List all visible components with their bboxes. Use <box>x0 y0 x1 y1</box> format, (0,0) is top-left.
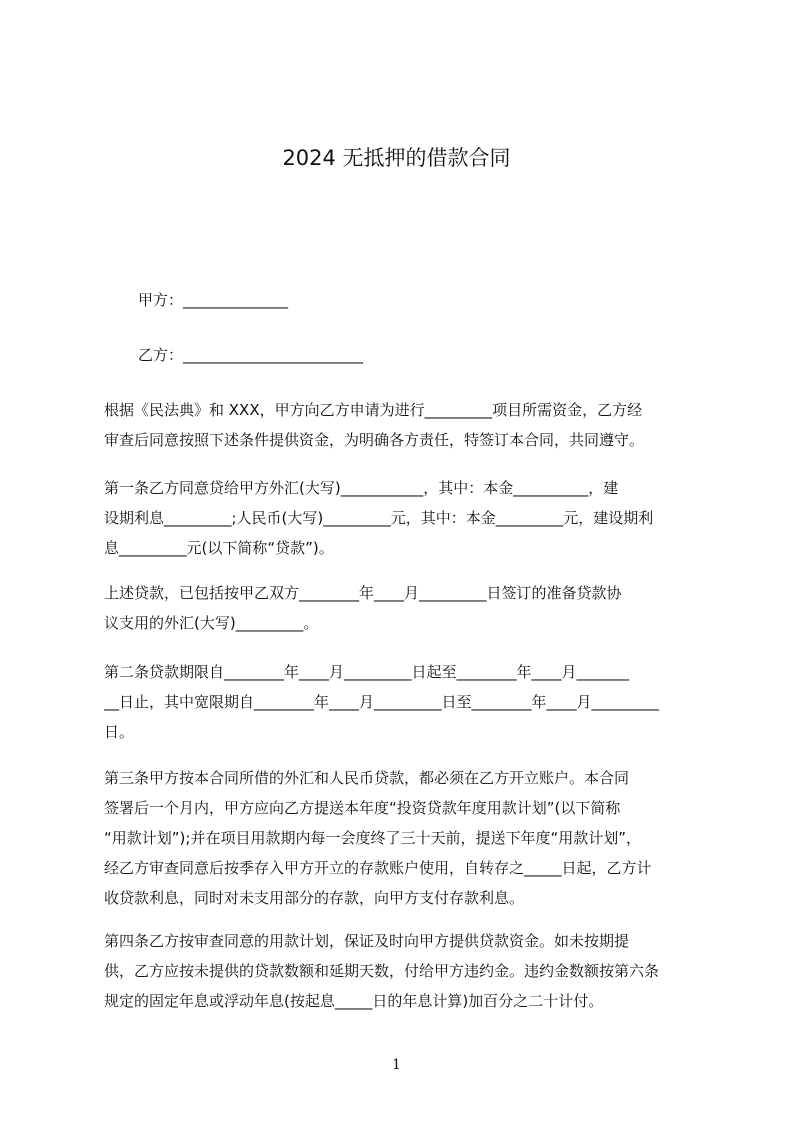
paragraph-line: 日。 <box>104 723 135 741</box>
article-3-paragraph <box>104 763 704 913</box>
document-title: 2024 无抵押的借款合同 <box>282 146 511 170</box>
paragraph-line: 第一条乙方同意贷给甲方外汇(大写)___________，其中：本金__________，建 <box>104 479 619 497</box>
article-2-paragraph <box>104 657 704 747</box>
paragraph-line: 第四条乙方按审查同意的用款计划，保证及时向甲方提供贷款资金。如未按期提 <box>104 932 630 950</box>
article-4-paragraph <box>104 926 704 1016</box>
party-a-line: 甲方：______________ <box>138 291 289 309</box>
paragraph-line: 供，乙方应按未提供的贷款数额和延期天数，付给甲方违约金。违约金数额按第六条 <box>104 962 660 980</box>
paragraph-line: “用款计划”);并在项目用款期内每一会度终了三十天前，提送下年度“用款计划”， <box>104 829 641 847</box>
loan-note-paragraph <box>104 578 704 638</box>
paragraph-line: 经乙方审查同意后按季存入甲方开立的存款账户使用，自转存之_____日起，乙方计 <box>104 859 652 877</box>
paragraph-line: 设期利息_________;人民币(大写)_________元，其中：本金_________元，建设期利 <box>104 509 654 527</box>
page-number: 1 <box>392 1057 401 1073</box>
paragraph-line: 第三条甲方按本合同所借的外汇和人民币贷款，都必须在乙方开立账户。本合同 <box>104 769 630 787</box>
paragraph-line: 议支用的外汇(大写)_________。 <box>104 614 319 632</box>
paragraph-line: 收贷款利息，同时对未支用部分的存款，向甲方支付存款利息。 <box>104 889 525 907</box>
paragraph-line: __日止，其中宽限期自________年____月_________日至________年____月_________ <box>104 693 660 711</box>
paragraph-line: 第二条贷款期限自________年____月_________日起至________年____月_______ <box>104 663 630 681</box>
paragraph-line: 签署后一个月内，甲方应向乙方提送本年度“投资贷款年度用款计划”(以下简称 <box>104 799 621 817</box>
preamble-paragraph <box>104 395 704 455</box>
paragraph-line: 根据《民法典》和 XXX，甲方向乙方申请为进行_________项目所需资金，乙方经 <box>104 401 643 419</box>
paragraph-line: 上述贷款，已包括按甲乙双方________年____月_________日签订的准备贷款协 <box>104 584 622 602</box>
paragraph-line: 规定的固定年息或浮动年息(按起息_____日的年息计算)加百分之二十计付。 <box>104 992 604 1010</box>
party-b-line: 乙方：________________________ <box>138 346 364 364</box>
paragraph-line: 审查后同意按照下述条件提供资金，为明确各方责任，特签订本合同，共同遵守。 <box>104 431 645 449</box>
article-1-paragraph <box>104 473 704 563</box>
paragraph-line: 息_________元(以下简称“贷款”)。 <box>104 539 334 557</box>
